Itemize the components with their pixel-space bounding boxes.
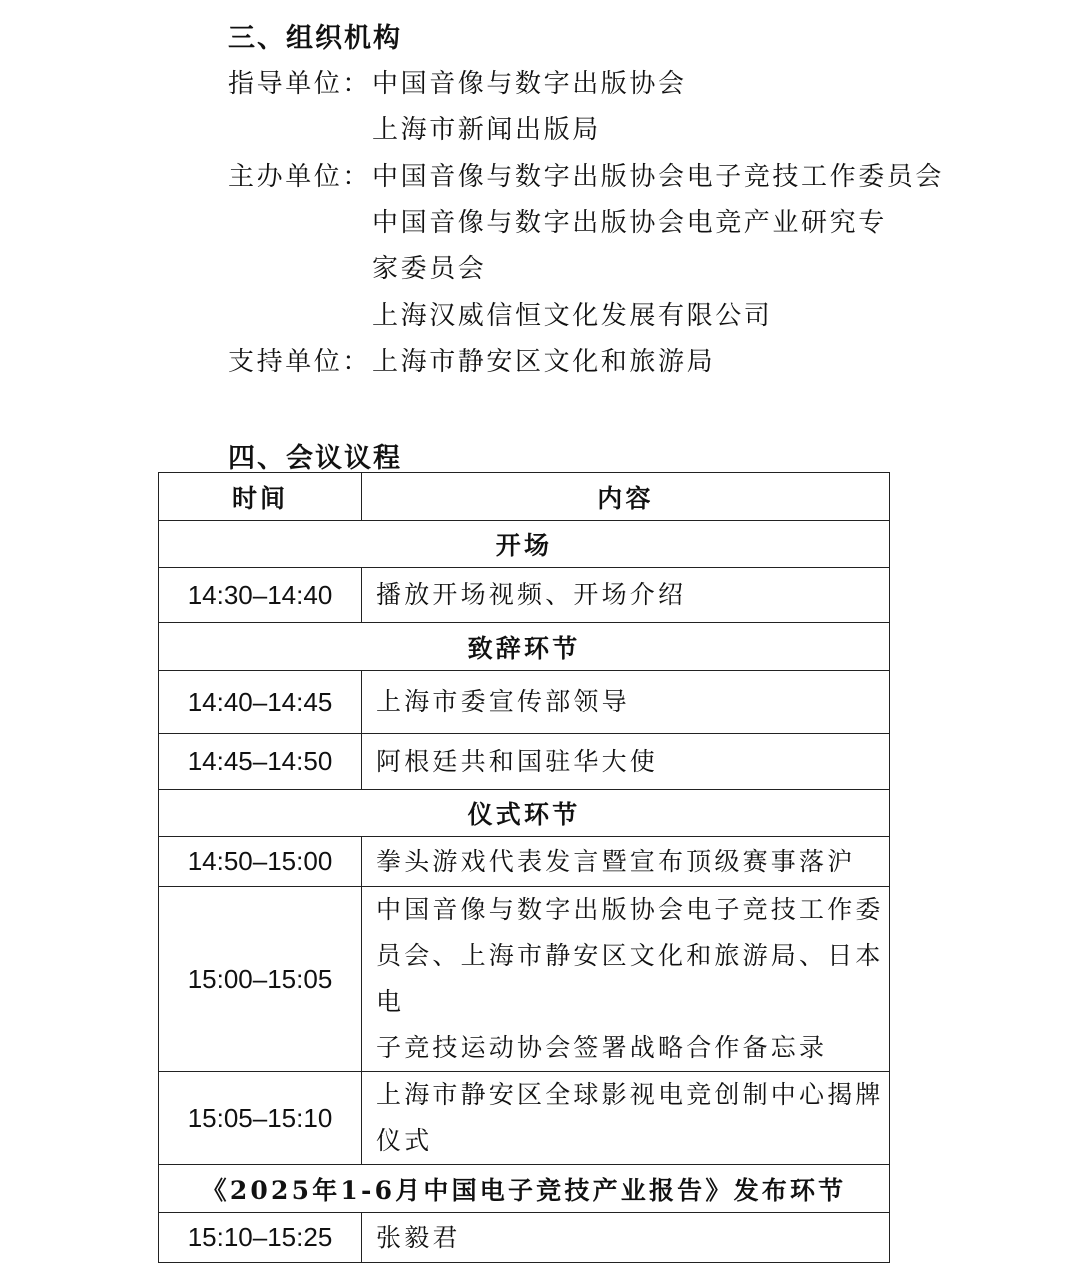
org-value: 家委员会 <box>372 254 487 284</box>
section-title: 开场 <box>159 521 890 568</box>
section-heading-organization: 三、组织机构 <box>228 23 402 54</box>
table-row <box>159 671 890 734</box>
content-cell <box>362 887 890 1072</box>
time-cell: 15:05–15:10 <box>159 1072 362 1165</box>
section-title: 致辞环节 <box>159 623 890 671</box>
content-line: 阿根廷共和国驻华大使 <box>376 746 659 776</box>
section-title: 仪式环节 <box>159 790 890 837</box>
time-cell: 15:10–15:25 <box>159 1213 362 1263</box>
org-label: 主办单位： <box>228 162 372 192</box>
content-line: 拳头游戏代表发言暨宣布顶级赛事落沪 <box>376 846 856 876</box>
content-cell <box>362 568 890 623</box>
org-label: 支持单位： <box>228 347 372 377</box>
section-row <box>159 623 890 671</box>
table-row <box>159 1213 890 1263</box>
org-value: 中国音像与数字出版协会 <box>372 69 687 99</box>
table-row <box>159 568 890 623</box>
time-cell: 14:45–14:50 <box>159 734 362 790</box>
column-header-content: 内容 <box>362 473 890 521</box>
table-row <box>159 887 890 1072</box>
time-cell: 14:40–14:45 <box>159 671 362 734</box>
table-row <box>159 734 890 790</box>
content-cell <box>362 1213 890 1263</box>
content-line: 上海市委宣传部领导 <box>376 687 630 716</box>
table-row <box>159 837 890 887</box>
org-value: 上海市新闻出版局 <box>372 115 601 145</box>
content-cell <box>362 671 890 734</box>
org-value: 中国音像与数字出版协会电子竞技工作委员会 <box>372 162 945 192</box>
content-line: 子竞技运动协会签署战略合作备忘录 <box>376 1033 828 1062</box>
content-line: 张毅君 <box>376 1222 461 1252</box>
content-line: 播放开场视频、开场介绍 <box>376 580 687 609</box>
section-heading-agenda: 四、会议议程 <box>228 443 402 474</box>
content-line: 上海市静安区全球影视电竞创制中心揭牌 <box>376 1080 884 1109</box>
content-line: 仪式 <box>376 1126 433 1155</box>
section-row <box>159 790 890 837</box>
time-cell: 14:30–14:40 <box>159 568 362 623</box>
table-row <box>159 1072 890 1165</box>
content-cell <box>362 837 890 887</box>
content-line: 员会、上海市静安区文化和旅游局、日本电 <box>376 941 884 1016</box>
org-value: 上海市静安区文化和旅游局 <box>372 347 716 377</box>
org-value: 中国音像与数字出版协会电竞产业研究专 <box>372 208 887 238</box>
section-row <box>159 521 890 568</box>
time-cell: 14:50–15:00 <box>159 837 362 887</box>
org-label: 指导单位： <box>228 69 372 99</box>
section-row <box>159 1165 890 1213</box>
time-cell: 15:00–15:05 <box>159 887 362 1072</box>
content-cell <box>362 1072 890 1165</box>
table-header-row <box>159 473 890 521</box>
section-title: 《2025年1-6月中国电子竞技产业报告》发布环节 <box>159 1165 890 1213</box>
org-value: 上海汉威信恒文化发展有限公司 <box>372 301 773 331</box>
content-cell <box>362 734 890 790</box>
column-header-time: 时间 <box>159 473 362 521</box>
agenda-table <box>158 472 890 1263</box>
content-line: 中国音像与数字出版协会电子竞技工作委 <box>376 895 884 924</box>
